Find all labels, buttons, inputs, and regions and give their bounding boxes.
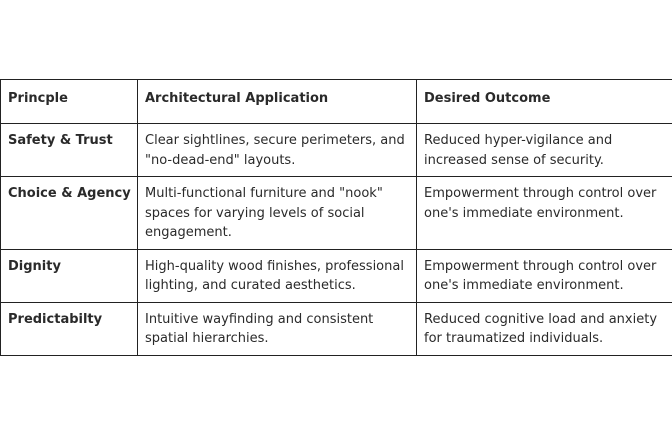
header-principle: Princple	[1, 80, 138, 124]
application-cell: Intuitive wayfinding and consistent spatial hierarchies.	[138, 302, 417, 355]
table-row	[1, 249, 672, 302]
table-row	[1, 302, 672, 355]
outcome-cell: Empowerment through control over one's immediate environment.	[417, 249, 672, 302]
principle-cell: Dignity	[1, 249, 138, 302]
outcome-cell: Reduced cognitive load and anxiety for traumatized individuals.	[417, 302, 672, 355]
principle-cell: Predictabilty	[1, 302, 138, 355]
header-desired-outcome: Desired Outcome	[417, 80, 672, 124]
application-cell: Multi-functional furniture and "nook" spaces for varying levels of social engagement.	[138, 177, 417, 250]
header-architectural-application: Architectural Application	[138, 80, 417, 124]
table-header	[1, 80, 672, 124]
principle-cell: Choice & Agency	[1, 177, 138, 250]
application-cell: High-quality wood finishes, professional lighting, and curated aesthetics.	[138, 249, 417, 302]
table-body	[1, 124, 672, 356]
principle-cell: Safety & Trust	[1, 124, 138, 177]
header-row	[1, 80, 672, 124]
outcome-cell: Reduced hyper-vigilance and increased sense of security.	[417, 124, 672, 177]
table-row	[1, 124, 672, 177]
application-cell: Clear sightlines, secure perimeters, and "no-dead-end" layouts.	[138, 124, 417, 177]
outcome-cell: Empowerment through control over one's immediate environment.	[417, 177, 672, 250]
principles-table	[0, 79, 672, 356]
table-row	[1, 177, 672, 250]
